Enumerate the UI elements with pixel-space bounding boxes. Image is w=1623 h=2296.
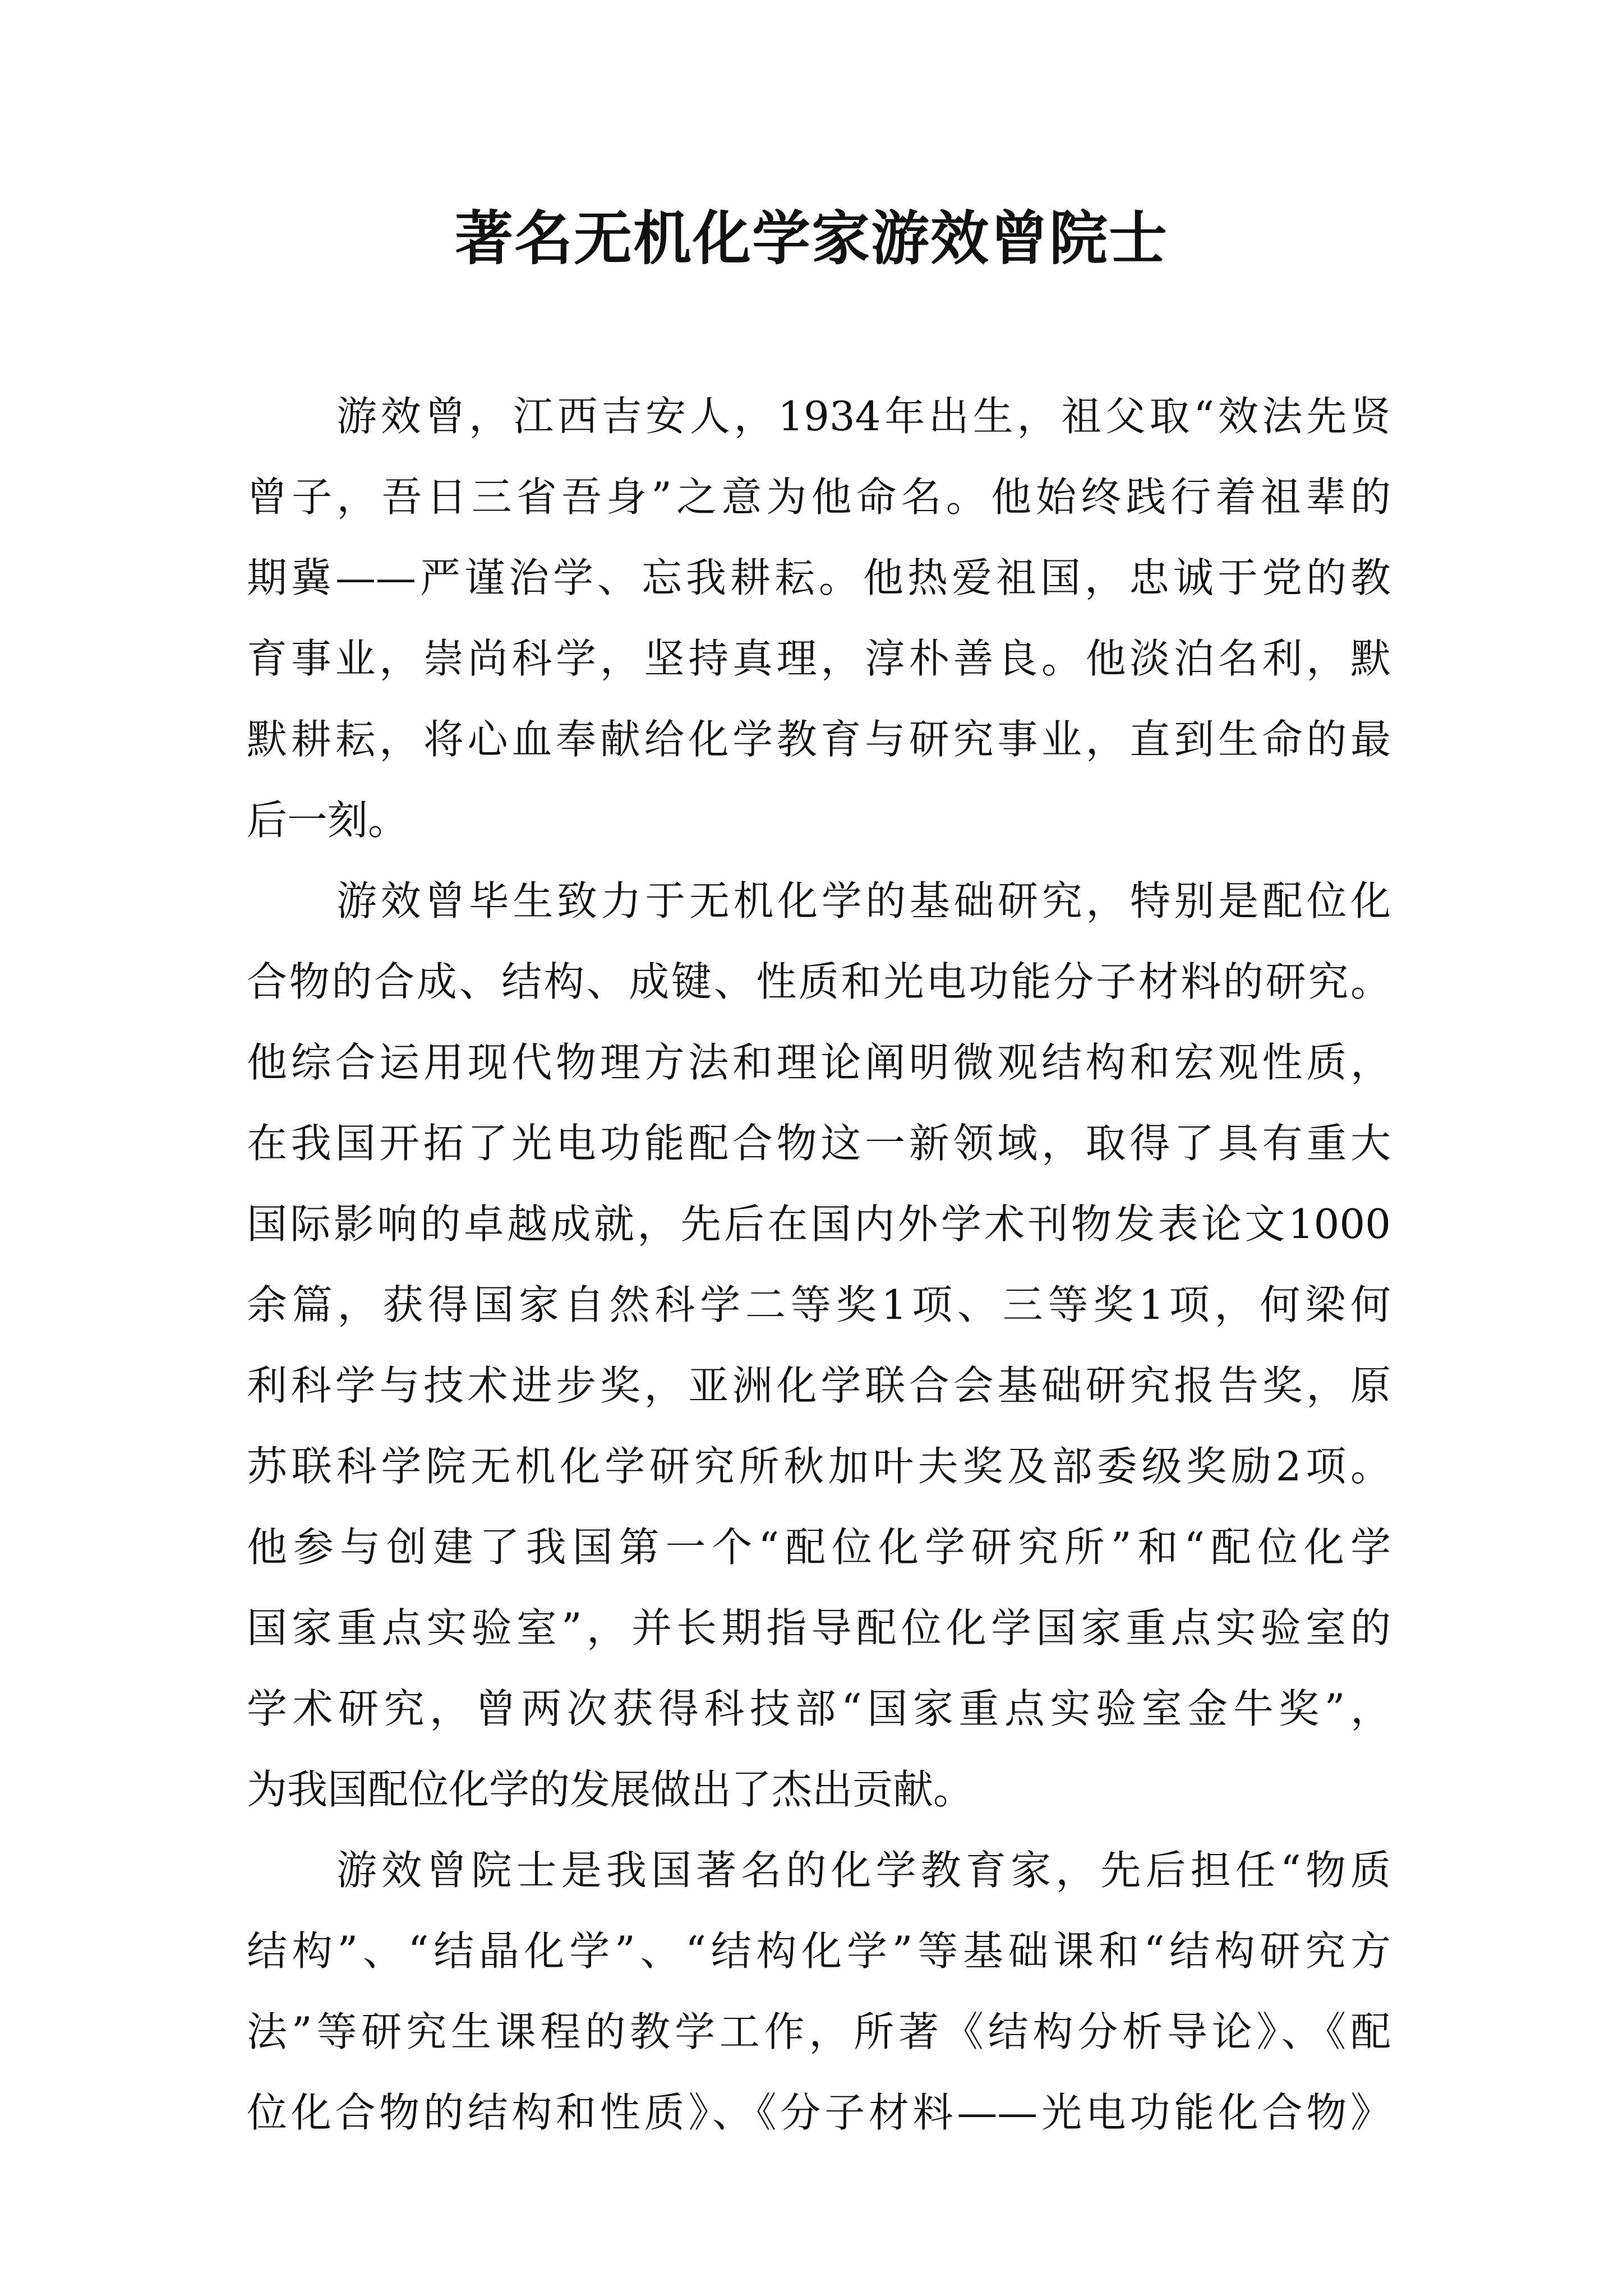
paragraph [247,376,1391,861]
text-line: 余篇，获得国家自然科学二等奖1项、三等奖1项，何梁何 [247,1281,1391,1328]
paragraph [247,861,1391,1830]
text-line: 默耕耘，将心血奉献给化学教育与研究事业，直到生命的最 [247,716,1391,763]
text-line: 曾子，吾日三省吾身”之意为他命名。他始终践行着祖辈的 [247,473,1391,521]
text-line: 利科学与技术进步奖，亚洲化学联合会基础研究报告奖，原 [247,1362,1391,1409]
text-line: 游效曾，江西吉安人，1934年出生，祖父取“效法先贤 [336,393,1391,440]
text-line: 期冀——严谨治学、忘我耕耘。他热爱祖国，忠诚于党的教 [247,554,1391,601]
text-line: 在我国开拓了光电功能配合物这一新领域，取得了具有重大 [247,1120,1391,1167]
text-line: 国家重点实验室”，并长期指导配位化学国家重点实验室的 [247,1604,1391,1651]
text-line: 为我国配位化学的发展做出了杰出贡献。 [247,1766,974,1813]
text-line: 国际影响的卓越成就，先后在国内外学术刊物发表论文1000 [247,1200,1391,1248]
text-line: 后一刻。 [247,797,409,844]
paragraph [247,1830,1391,2153]
text-line: 他综合运用现代物理方法和理论阐明微观结构和宏观性质， [247,1039,1391,1086]
document-body [247,376,1391,2153]
document-title: 著名无机化学家游效曾院士 [454,204,1168,273]
text-line: 游效曾毕生致力于无机化学的基础研究，特别是配位化 [336,877,1391,924]
text-line: 育事业，崇尚科学，坚持真理，淳朴善良。他淡泊名利，默 [247,635,1391,682]
text-line: 他参与创建了我国第一个“配位化学研究所”和“配位化学 [247,1524,1391,1571]
text-line: 合物的合成、结构、成键、性质和光电功能分子材料的研究。 [247,958,1391,1005]
text-line: 法”等研究生课程的教学工作，所著《结构分析导论》、《配 [247,2008,1391,2055]
text-line: 学术研究，曾两次获得科技部“国家重点实验室金牛奖”， [247,1685,1391,1732]
text-line: 苏联科学院无机化学研究所秋加叶夫奖及部委级奖励2项。 [247,1443,1391,1490]
text-line: 游效曾院士是我国著名的化学教育家，先后担任“物质 [336,1847,1391,1894]
text-line: 位化合物的结构和性质》、《分子材料——光电功能化合物》 [247,2089,1391,2136]
text-line: 结构”、“结晶化学”、“结构化学”等基础课和“结构研究方 [247,1927,1391,1975]
